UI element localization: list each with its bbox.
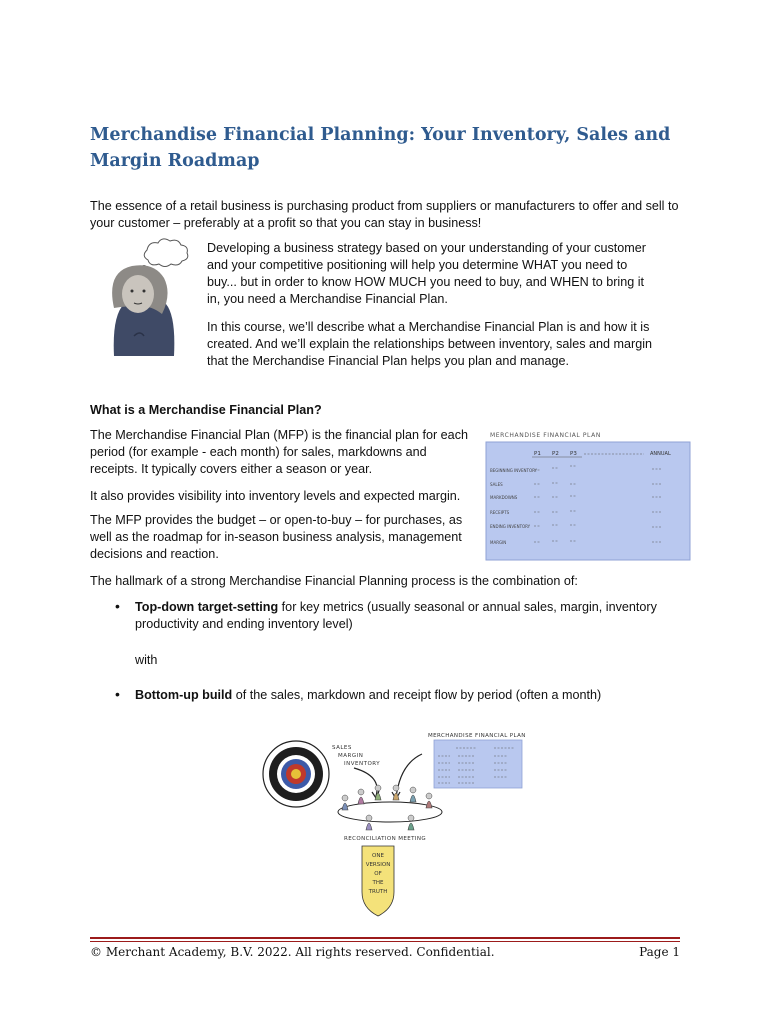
section-heading: What is a Merchandise Financial Plan? — [90, 403, 322, 417]
arrow-icon — [396, 754, 422, 798]
plan-row-ending: ENDING INVENTORY — [490, 524, 531, 529]
mfp-definition-paragraph: The Merchandise Financial Plan (MFP) is the financial plan for each period (for example - each month) for sales, markdowns and receipts. It typically covers either a season or year. — [90, 428, 468, 476]
hallmark-paragraph: The hallmark of a strong Merchandise Financial Planning process is the combination of: — [90, 574, 578, 588]
course-paragraph: In this course, we’ll describe what a Merchandise Financial Plan is and how it is created. And we’ll explain the relationships between inventory, sales and margin that the Merchandise Financial Plan helps you plan and manage. — [207, 320, 653, 368]
plan-row-sales: SALES — [490, 482, 503, 487]
label-margin: MARGIN — [338, 753, 364, 759]
bullet-icon: • — [115, 598, 120, 614]
target-icon — [263, 741, 329, 807]
badge-word-5: TRUTH — [368, 889, 388, 895]
plan-row-markdowns: MARKDOWNS — [490, 495, 518, 500]
budget-paragraph: The MFP provides the budget – or open-to-buy – for purchases, as well as the roadmap for in-season business analysis, management decisions and reaction. — [90, 513, 463, 561]
with-text: with — [135, 653, 158, 667]
page-title: Merchandise Financial Planning: Your Inventory, Sales and Margin Roadmap — [90, 125, 671, 171]
plan-row-receipts: RECEIPTS — [490, 510, 510, 515]
bullet-icon: • — [115, 686, 120, 702]
planning-process-illustration — [258, 726, 538, 936]
thinking-person-illustration — [100, 236, 204, 358]
meeting-label: RECONCILIATION MEETING — [344, 836, 427, 842]
people-icon — [342, 785, 432, 830]
bullet-top-down-text: for key metrics (usually seasonal or annual sales, margin, inventory productivity and ending inventory level) — [135, 600, 657, 631]
bullet-top-down — [135, 599, 675, 633]
badge-word-4: THE — [372, 880, 384, 886]
financial-plan-illustration — [484, 428, 692, 562]
strategy-paragraph: Developing a business strategy based on your understanding of your customer and your competitive positioning will help you determine WHAT you need to buy... but in order to know HOW MUCH you need to buy, and WHEN to bring it in, you need a Merchandise Financial Plan. — [207, 241, 646, 306]
bullet-top-down-bold: Top-down target-setting — [135, 600, 279, 614]
label-sales: SALES — [332, 745, 352, 751]
plan-title: MERCHANDISE FINANCIAL PLAN — [490, 432, 601, 439]
meeting-table-icon — [338, 802, 442, 822]
badge-word-1: ONE — [372, 853, 384, 859]
footer-page-number: Page 1 — [639, 945, 680, 959]
label-inventory: INVENTORY — [344, 761, 381, 767]
visibility-paragraph: It also provides visibility into inventory levels and expected margin. — [90, 489, 461, 503]
intro-paragraph: The essence of a retail business is purchasing product from suppliers or manufacturers to offer and sell to your customer – preferably at a profit so that you can stay in business! — [90, 199, 679, 230]
arrow-icon — [354, 768, 377, 796]
plan-col-p1: P1 — [534, 451, 541, 457]
footer-rule — [90, 941, 680, 942]
bullet-bottom-up-text: of the sales, markdown and receipt flow by period (often a month) — [232, 688, 602, 702]
plan-row-margin: MARGIN — [490, 540, 507, 545]
plan-row-beginning: BEGINNING INVENTORY — [490, 468, 538, 473]
footer-rule — [90, 937, 680, 939]
plan-col-p3: P3 — [570, 451, 577, 457]
bullet-bottom-up-bold: Bottom-up build — [135, 688, 233, 702]
badge-word-2: VERSION — [365, 862, 391, 868]
plan-col-p2: P2 — [552, 451, 559, 457]
plan-col-annual: ANNUAL — [650, 451, 671, 457]
footer-copyright: © Merchant Academy, B.V. 2022. All rights reserved. Confidential. — [90, 945, 495, 959]
badge-word-3: OF — [374, 871, 382, 877]
bullet-bottom-up — [135, 687, 675, 704]
process-plan-title: MERCHANDISE FINANCIAL PLAN — [428, 733, 526, 739]
